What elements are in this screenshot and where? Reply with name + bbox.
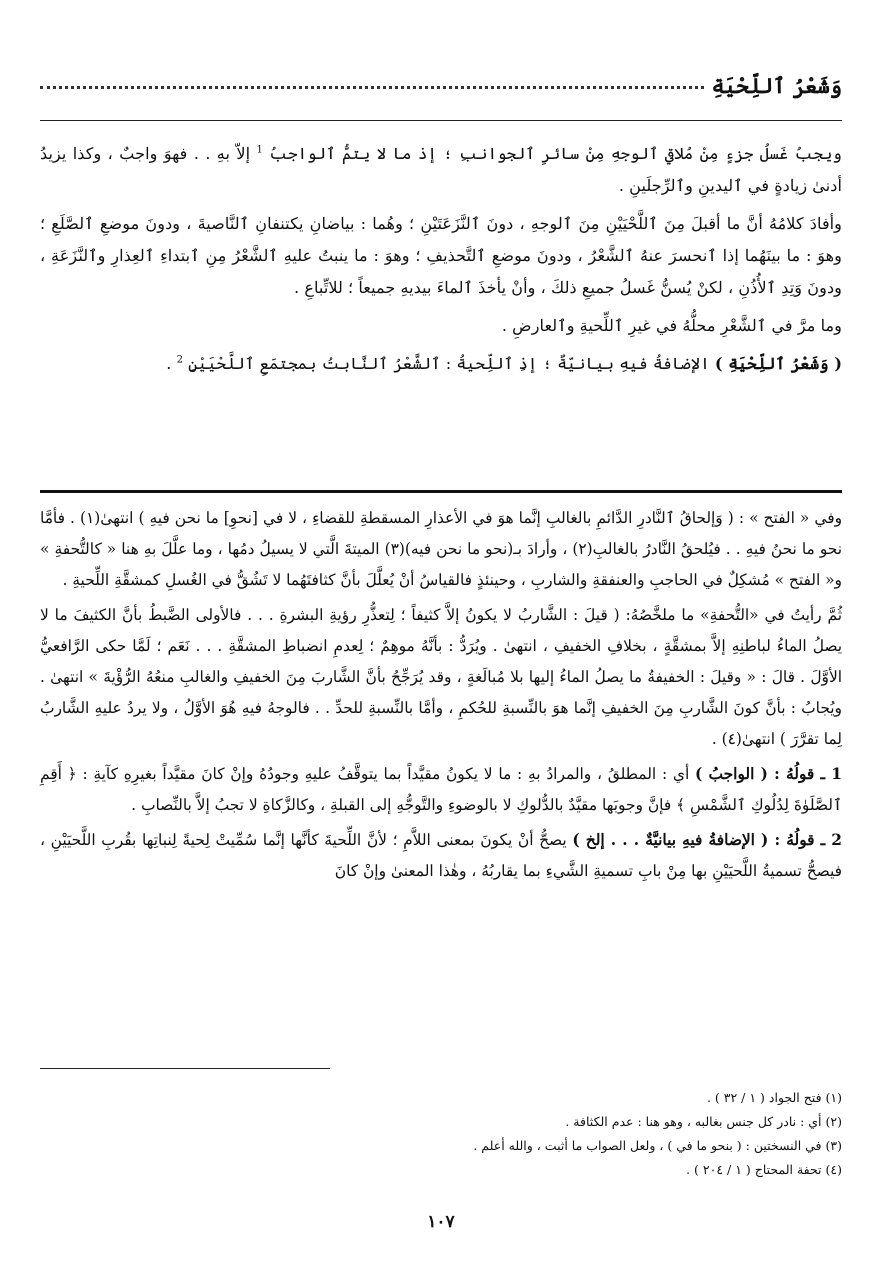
commentary-paragraph-2: ثُمَّ رأيتُ في «التُّحفةِ» ما ملخَّصُهُ: ( قيلَ : الشَّاربُ لا يكونُ إلاَّ كثيفاً ؛ لِتعذُّرِ رؤيةِ البشرةِ . . . فالأولى الضَّبطُ بأنَّ الكثيفَ ما لا يصلُ الماءُ لباطنِهِ إلاَّ بمشقَّةٍ ، بخلافِ الخفيفِ ، انتهىٰ . ويُرَدُّ : بأنَّهُ موهِمٌ ؛ لِعدمِ انضباطِ المشقَّةِ . . . نَعَم ؛ لَمَّا حكى الرَّافعيُّ الأوَّلَ . قالَ : « وقيلَ : الخفيفةُ ما يصلُ الماءُ إليها بلا مُبالَغةٍ ، وقد يُرَجِّحُ بأنَّ الشَّاربَ مِنَ الخفيفِ والغالبِ منعُهُ الرُّؤْيةَ » انتهىٰ . ويُجابُ : بأنَّ كونَ الشَّاربِ مِنَ الخفيفِ إنَّما هوَ بالنِّسبةِ للحُكمِ ، وأمَّا بالنِّسبةِ للحدِّ . . فالوجهُ فيهِ هُوَ الأوَّلُ ، ولا يردُ عليهِ الشَّاربُ لِما تقرَّرَ ) انتهىٰ(٤) .	[40, 606, 842, 748]
running-head-title: وَشَعْرُ ٱللِّحْيَةِ	[711, 73, 842, 98]
commentary-text	[40, 503, 842, 891]
footnote: (٢) أي : نادر كل جنس بغالبه ، وهو هنا : عدم الكثافة .	[565, 1114, 842, 1129]
commentary-ref-1: 1	[256, 144, 263, 156]
commentary-label-1: 1 ـ قولُهُ : ( الواجبُ )	[695, 765, 842, 783]
footnote-divider	[40, 1068, 330, 1069]
main-paragraph-1: ويجبُ غَسلُ جزءٍ مِنْ مُلاقي ٱلوجهِ مِنْ سائرِ ٱلجوانبِ ؛ إذ ما لا يتمُّ ٱلواجبُ $^1$ إلاّ بهِ . . فهوَ واجبٌ ، وكذا يزيدُ أدنىٰ زيادةٍ في ٱليدينِ وٱلرِّجلَينِ .	[40, 144, 843, 195]
matn-quote: ( وَشَعْرُ ٱللِّحْيَةِ )	[714, 354, 842, 373]
commentary-ref-2: 2	[176, 354, 183, 366]
footnote: (١) فتح الجواد ( ١ / ٣٢ ) .	[706, 1090, 842, 1105]
middle-divider	[40, 490, 842, 493]
main-text	[40, 138, 842, 386]
main-paragraph-4: ( وَشَعْرُ ٱللِّحْيَةِ ) الإضافةُ فيهِ بيانيّةٌ ؛ إذِ ٱللِّحيةُ : ٱلشَّعْرُ ٱلنَّابتُ بمجتمَعِ ٱللَّحْيَيْنِ $^2$ .	[166, 354, 842, 373]
commentary-paragraph-3: 1 ـ قولُهُ : ( الواجبُ ) أي : المطلقُ ، والمرادُ بهِ : ما لا يكونُ مقيَّداً بما يتوقَّفُ عليهِ وجودُهُ وإنْ كانَ مقيَّداً بغيرِهِ كآيةِ : ﴿ أَقِمِ ٱلصَّلَوٰةَ لِدُلُوكِ ٱلشَّمْسِ ﴾ فإنَّ وجوبَها مقيَّدٌ بالدُّلوكِ لا بالوضوءِ والتَّوجُّهِ إلى القبلةِ ، وكالزَّكاةِ لا تجبُ إلاَّ بالنِّصابِ .	[40, 765, 842, 814]
running-head	[40, 58, 842, 98]
footnotes	[40, 1086, 842, 1182]
running-head-dots	[40, 86, 704, 89]
commentary-label-2: 2 ـ قولُهُ : ( الإضافةُ فيهِ بيانيَّةٌ . . . إلخ )	[572, 831, 842, 849]
page	[40, 0, 842, 1270]
page-number: ١٠٧	[427, 1212, 455, 1232]
footnote: (٤) تحفة المحتاج ( ١ / ٢٠٤ ) .	[686, 1162, 842, 1177]
commentary-paragraph-4: 2 ـ قولُهُ : ( الإضافةُ فيهِ بيانيَّةٌ . . . إلخ ) يصحُّ أنْ يكونَ بمعنى اللاَّمِ ؛ لأنَّ اللِّحيةَ كأنَّها إنَّما سُمِّيتْ لِحيةً لِنباتِها بقُربِ اللَّحيَيْنِ ، فيصحُّ تسميةُ اللَّحيَيْنِ بها مِنْ بابِ تسميةِ الشَّيءِ بما يقاربُهُ ، وهٰذا المعنىٰ وإنْ كانَ	[40, 831, 842, 880]
main-paragraph-3: وما مرَّ في ٱلشَّعْرِ محلُّهُ في غيرِ ٱللِّحيةِ وٱلعارضِ .	[501, 316, 842, 335]
commentary-paragraph-1: وفي « الفتح » : ( وَإلحاقُ ٱلنَّادرِ الدَّائمِ بالغالبِ إنَّما هوَ في الأعذارِ المسقطةِ للقضاءِ ، لا في [نحوِ] ما نحن فيهِ ) انتهىٰ(١) . فأمَّا نحو ما نحنُ فيهِ . . فيُلحقُ النَّادرُ بالغالبِ(٢) ، وأرادَ بـ(نحو ما نحن فيه)(٣) الميتةَ الَّتي لا يسيلُ دمُها ، وما علَّلَ بهِ هنا « كالتُّحفةِ » و« الفتح » مُشكِلٌ في الحاجبِ والعنفقةِ والشاربِ ، وحينئذٍ فالقياسُ أنْ يُعلَّلَ بأنَّ كثافتَهُما لا تَشُقُّ في الغُسلِ كمشقَّةِ اللِّحيةِ .	[40, 509, 843, 589]
top-divider	[40, 120, 842, 121]
footnote: (٣) في النسختين : ( بنحو ما في ) ، ولعل الصواب ما أثبت ، والله أعلم .	[473, 1138, 842, 1153]
main-paragraph-2: وأفادَ كلامُهُ أنَّ ما أقبلَ مِنَ ٱللَّحْيَيْنِ مِنَ ٱلوجهِ ، دونَ ٱلنَّزَعَتَيْنِ ؛ وهُما : بياضانِ يكتنفانِ ٱلنَّاصيةَ ، ودونَ موضعِ ٱلصَّلَعِ ؛ وهوَ : ما بينَهُما إذا ٱنحسرَ عنهُ ٱلشَّعْرُ ، ودونَ موضعِ ٱلتَّحذيفِ ؛ وهوَ : ما ينبتُ عليهِ ٱلشَّعْرُ مِنِ ٱبتداءِ ٱلعِذارِ وٱلنَّزَعَةِ ، ودونَ وَتِدِ ٱلأُذُنِ ، لكنْ يُسنُّ غَسلُ جميعِ ذلكَ ، وأنْ يأخذَ ٱلماءَ بيديهِ جميعاً ؛ للاتِّباعِ .	[40, 214, 842, 297]
